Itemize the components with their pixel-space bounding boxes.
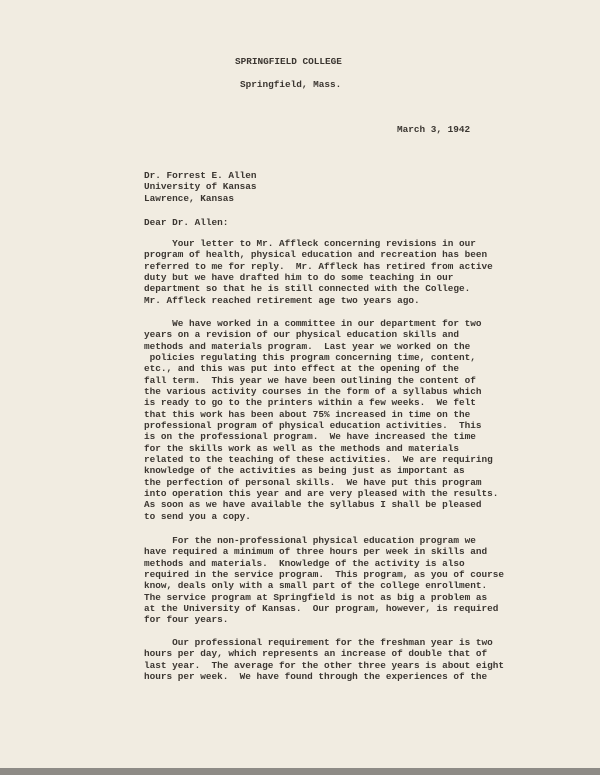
paragraph-line: the various activity courses in the form of a syllabus which: [144, 385, 482, 397]
paragraph-line: years on a revision of our physical education skills and: [144, 329, 460, 341]
letter-date: March 3, 1942: [397, 124, 471, 135]
paragraph-line: is on the professional program. We have increased the time: [144, 431, 476, 443]
paragraph-line: to send you a copy.: [144, 510, 251, 522]
paragraph-line: The service program at Springfield is not as big a problem as: [144, 591, 488, 603]
paragraph-line: is ready to go to the printers within a few weeks. We felt: [144, 397, 476, 409]
salutation: Dear Dr. Allen:: [144, 217, 229, 228]
address-line: Lawrence, Kansas: [144, 192, 235, 204]
paragraph-line: last year. The average for the other three years is about eight: [144, 659, 505, 671]
letterhead-location: Springfield, Mass.: [240, 79, 342, 90]
paragraph-line: hours per week. We have found through the experiences of the: [144, 670, 488, 682]
paragraph-line: the perfection of personal skills. We have put this program: [144, 476, 482, 488]
paragraph-line: related to the teaching of these activities. We are requiring: [144, 453, 493, 465]
paragraph-line: for four years.: [144, 614, 229, 626]
letterhead-institution: SPRINGFIELD COLLEGE: [235, 56, 342, 67]
paragraph-line: duty but we have drafted him to do some teaching in our: [144, 271, 454, 283]
paragraph-line: at the University of Kansas. Our program, however, is required: [144, 602, 499, 614]
paragraph-line: into operation this year and are very pleased with the results.: [144, 487, 499, 499]
paragraph-line: hours per day, which represents an increase of double that of: [144, 648, 488, 660]
paragraph-line: that this work has been about 75% increased in time on the: [144, 408, 471, 420]
paragraph-line: We have worked in a committee in our department for two: [144, 318, 482, 329]
paragraph-line: program of health, physical education and recreation has been: [144, 249, 488, 261]
paragraph-line: required in the service program. This program, as you of course: [144, 568, 505, 580]
paragraph-line: Our professional requirement for the freshman year is two: [144, 637, 493, 648]
paragraph-line: policies regulating this program concerning time, content,: [144, 351, 476, 363]
paragraph-line: department so that he is still connected with the College.: [144, 283, 471, 295]
address-line: Dr. Forrest E. Allen: [144, 170, 257, 181]
paragraph-line: knowledge of the activities as being just as important as: [144, 465, 465, 477]
paragraph-line: referred to me for reply. Mr. Affleck has retired from active: [144, 260, 493, 272]
paragraph-line: methods and materials program. Last year we worked on the: [144, 340, 471, 352]
paragraph-line: Mr. Affleck reached retirement age two years ago.: [144, 294, 420, 306]
paragraph-line: For the non-professional physical education program we: [144, 535, 476, 546]
address-line: University of Kansas: [144, 181, 257, 193]
paragraph-line: Your letter to Mr. Affleck concerning revisions in our: [144, 238, 476, 249]
paragraph-line: know, deals only with a small part of the college enrollment.: [144, 580, 488, 592]
paragraph-line: for the skills work as well as the methods and materials: [144, 442, 460, 454]
paragraph-line: fall term. This year we have been outlining the content of: [144, 374, 476, 386]
paragraph-line: professional program of physical education activities. This: [144, 419, 482, 431]
paragraph-line: As soon as we have available the syllabus I shall be pleased: [144, 499, 482, 511]
paragraph-line: methods and materials. Knowledge of the activity is also: [144, 557, 465, 569]
paragraph-line: have required a minimum of three hours per week in skills and: [144, 546, 488, 558]
paragraph-line: etc., and this was put into effect at the opening of the: [144, 363, 460, 375]
